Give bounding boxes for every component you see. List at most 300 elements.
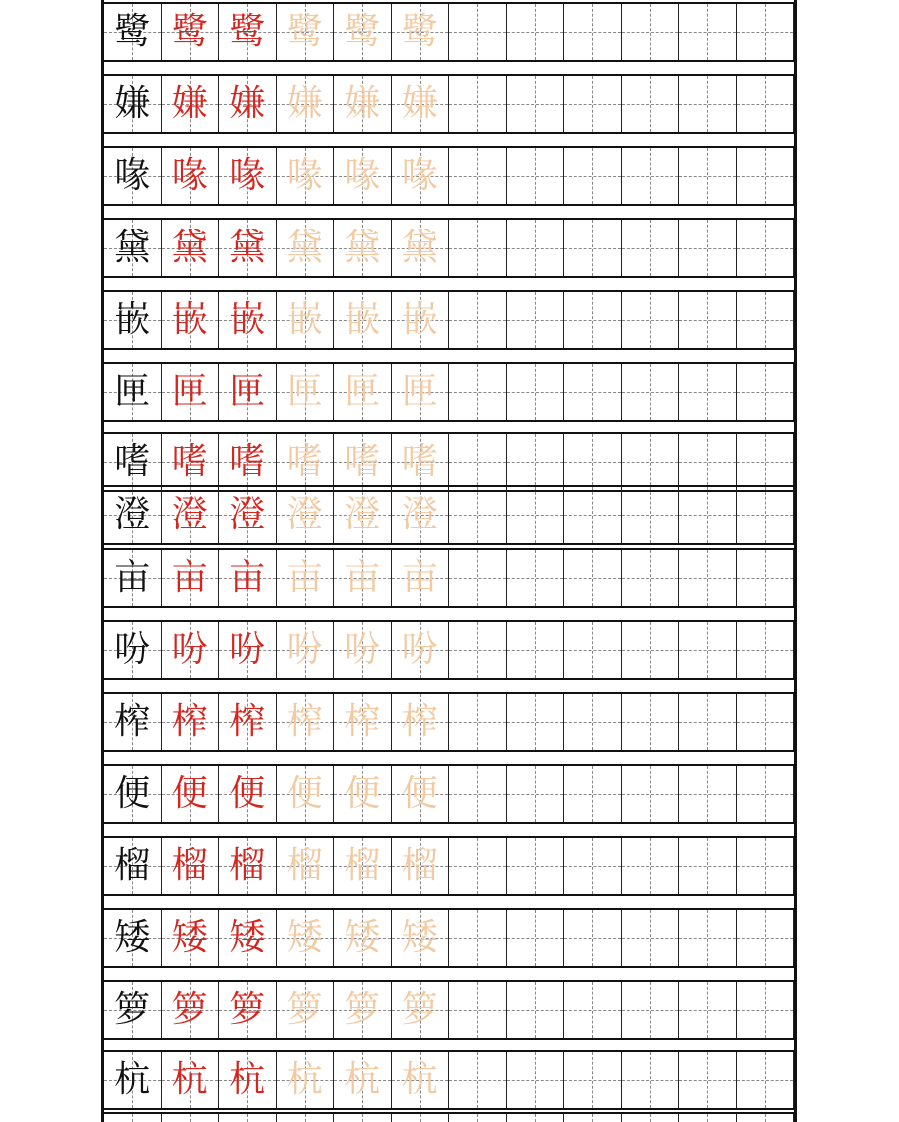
writing-cell-blank[interactable] bbox=[622, 148, 680, 204]
writing-cell-blank[interactable] bbox=[622, 1052, 680, 1108]
guide-horizontal bbox=[449, 462, 506, 463]
writing-cell-blank[interactable] bbox=[622, 487, 680, 543]
trace-character: 澄 bbox=[401, 494, 438, 535]
writing-cell bbox=[219, 364, 277, 420]
writing-cell-blank[interactable] bbox=[622, 982, 680, 1038]
guide-horizontal bbox=[449, 515, 506, 516]
writing-cell-blank[interactable] bbox=[507, 982, 565, 1038]
example-character: 箩 bbox=[229, 989, 266, 1030]
writing-cell-blank[interactable] bbox=[622, 434, 680, 490]
writing-cell-blank[interactable] bbox=[507, 550, 565, 606]
writing-cell-blank[interactable] bbox=[737, 694, 795, 750]
trace-character: 榴 bbox=[344, 845, 381, 886]
writing-cell-blank[interactable] bbox=[737, 622, 795, 678]
guide-horizontal bbox=[449, 1080, 506, 1081]
trace-character: 矮 bbox=[286, 917, 323, 958]
trace-character: 鹭 bbox=[344, 11, 381, 52]
writing-cell bbox=[334, 838, 392, 894]
writing-cell-blank[interactable] bbox=[507, 292, 565, 348]
guide-vertical bbox=[535, 1114, 536, 1122]
writing-cell bbox=[162, 76, 220, 132]
writing-cell bbox=[392, 220, 450, 276]
writing-cell bbox=[104, 622, 162, 678]
row-bottom-line bbox=[101, 822, 797, 824]
writing-cell bbox=[104, 487, 162, 543]
model-character: 嫌 bbox=[114, 83, 151, 124]
writing-cell bbox=[219, 838, 277, 894]
writing-cell-blank[interactable] bbox=[679, 982, 737, 1038]
writing-cell-blank[interactable] bbox=[507, 487, 565, 543]
guide-horizontal bbox=[507, 1010, 564, 1011]
guide-horizontal bbox=[449, 320, 506, 321]
writing-cell-blank[interactable] bbox=[737, 487, 795, 543]
writing-cell-blank[interactable] bbox=[622, 4, 680, 60]
trace-character: 嫌 bbox=[401, 83, 438, 124]
practice-row bbox=[104, 982, 794, 1038]
writing-cell bbox=[392, 1114, 450, 1122]
writing-cell-blank[interactable] bbox=[449, 76, 507, 132]
writing-cell-blank[interactable] bbox=[737, 550, 795, 606]
example-character: 鹭 bbox=[171, 11, 208, 52]
guide-horizontal bbox=[449, 794, 506, 795]
practice-row-partial bbox=[104, 1114, 794, 1122]
sheet-right-border bbox=[794, 0, 797, 1122]
example-character: 杭 bbox=[229, 1059, 266, 1100]
writing-cell bbox=[392, 292, 450, 348]
writing-cell-blank[interactable] bbox=[737, 910, 795, 966]
guide-horizontal bbox=[507, 578, 564, 579]
writing-cell-blank[interactable] bbox=[622, 292, 680, 348]
writing-cell-blank[interactable] bbox=[737, 982, 795, 1038]
writing-cell-blank[interactable] bbox=[564, 292, 622, 348]
writing-cell-blank[interactable] bbox=[622, 838, 680, 894]
example-character: 榨 bbox=[171, 701, 208, 742]
example-character: 箩 bbox=[171, 989, 208, 1030]
example-character: 黛 bbox=[171, 227, 208, 268]
guide-horizontal bbox=[507, 462, 564, 463]
guide-horizontal bbox=[679, 722, 736, 723]
guide-horizontal bbox=[507, 515, 564, 516]
model-character: 吩 bbox=[114, 629, 151, 670]
guide-horizontal bbox=[507, 32, 564, 33]
writing-cell-blank[interactable] bbox=[564, 364, 622, 420]
guide-horizontal bbox=[679, 866, 736, 867]
row-bottom-line bbox=[101, 606, 797, 608]
trace-character: 匣 bbox=[286, 371, 323, 412]
writing-cell-blank[interactable] bbox=[449, 838, 507, 894]
writing-cell-blank[interactable] bbox=[564, 622, 622, 678]
practice-row bbox=[104, 550, 794, 606]
writing-cell-blank[interactable] bbox=[449, 1052, 507, 1108]
writing-cell-blank[interactable] bbox=[449, 550, 507, 606]
writing-cell bbox=[277, 487, 335, 543]
guide-horizontal bbox=[564, 1080, 621, 1081]
writing-cell-blank[interactable] bbox=[507, 622, 565, 678]
guide-horizontal bbox=[679, 32, 736, 33]
trace-character: 鹭 bbox=[286, 11, 323, 52]
practice-row bbox=[104, 76, 794, 132]
guide-horizontal bbox=[679, 650, 736, 651]
writing-cell-blank[interactable] bbox=[737, 4, 795, 60]
writing-cell-blank[interactable] bbox=[737, 292, 795, 348]
writing-cell-blank[interactable] bbox=[679, 910, 737, 966]
guide-horizontal bbox=[737, 320, 794, 321]
example-character: 亩 bbox=[229, 557, 266, 598]
model-character: 便 bbox=[114, 773, 151, 814]
writing-cell-blank[interactable] bbox=[679, 148, 737, 204]
writing-cell-blank[interactable] bbox=[622, 622, 680, 678]
writing-cell bbox=[622, 1114, 680, 1122]
row-bottom-line bbox=[101, 1038, 797, 1040]
guide-horizontal bbox=[507, 722, 564, 723]
guide-horizontal bbox=[564, 320, 621, 321]
writing-cell-blank[interactable] bbox=[507, 910, 565, 966]
writing-cell bbox=[104, 76, 162, 132]
writing-cell-blank[interactable] bbox=[507, 838, 565, 894]
model-character: 黛 bbox=[114, 227, 151, 268]
practice-row bbox=[104, 364, 794, 420]
trace-character: 澄 bbox=[286, 494, 323, 535]
trace-character: 亩 bbox=[344, 557, 381, 598]
guide-horizontal bbox=[622, 176, 679, 177]
writing-cell bbox=[334, 1052, 392, 1108]
writing-cell-blank[interactable] bbox=[564, 76, 622, 132]
writing-cell-blank[interactable] bbox=[449, 292, 507, 348]
writing-cell-blank[interactable] bbox=[449, 910, 507, 966]
writing-cell-blank[interactable] bbox=[507, 76, 565, 132]
example-character: 吩 bbox=[171, 629, 208, 670]
guide-horizontal bbox=[737, 176, 794, 177]
writing-cell-blank[interactable] bbox=[679, 622, 737, 678]
writing-cell-blank[interactable] bbox=[449, 622, 507, 678]
example-character: 匣 bbox=[171, 371, 208, 412]
writing-cell-blank[interactable] bbox=[622, 76, 680, 132]
writing-cell bbox=[104, 1114, 162, 1122]
writing-cell-blank[interactable] bbox=[449, 4, 507, 60]
writing-cell-blank[interactable] bbox=[507, 1052, 565, 1108]
writing-cell-blank[interactable] bbox=[737, 220, 795, 276]
guide-horizontal bbox=[507, 176, 564, 177]
guide-vertical bbox=[650, 1114, 651, 1122]
guide-horizontal bbox=[507, 794, 564, 795]
writing-cell-blank[interactable] bbox=[679, 4, 737, 60]
writing-cell-blank[interactable] bbox=[622, 766, 680, 822]
writing-cell-blank[interactable] bbox=[507, 766, 565, 822]
writing-cell bbox=[104, 550, 162, 606]
writing-cell-blank[interactable] bbox=[622, 694, 680, 750]
guide-horizontal bbox=[564, 104, 621, 105]
guide-horizontal bbox=[679, 462, 736, 463]
model-character: 嗜 bbox=[114, 441, 151, 482]
guide-horizontal bbox=[622, 32, 679, 33]
writing-cell bbox=[104, 292, 162, 348]
writing-cell-blank[interactable] bbox=[564, 910, 622, 966]
row-bottom-line bbox=[101, 966, 797, 968]
guide-horizontal bbox=[564, 938, 621, 939]
writing-cell bbox=[277, 434, 335, 490]
writing-cell bbox=[219, 550, 277, 606]
guide-horizontal bbox=[737, 32, 794, 33]
writing-cell bbox=[104, 434, 162, 490]
guide-horizontal bbox=[737, 722, 794, 723]
guide-horizontal bbox=[737, 462, 794, 463]
example-character: 吩 bbox=[229, 629, 266, 670]
guide-horizontal bbox=[679, 248, 736, 249]
guide-horizontal bbox=[449, 650, 506, 651]
trace-character: 吩 bbox=[286, 629, 323, 670]
example-character: 嵌 bbox=[229, 299, 266, 340]
writing-cell bbox=[392, 4, 450, 60]
writing-cell bbox=[104, 838, 162, 894]
writing-cell-blank[interactable] bbox=[679, 487, 737, 543]
writing-cell bbox=[737, 1114, 795, 1122]
example-character: 榴 bbox=[171, 845, 208, 886]
row-bottom-line bbox=[101, 348, 797, 350]
writing-cell-blank[interactable] bbox=[507, 220, 565, 276]
writing-cell-blank[interactable] bbox=[679, 1052, 737, 1108]
guide-horizontal bbox=[564, 1010, 621, 1011]
guide-horizontal bbox=[564, 794, 621, 795]
guide-horizontal bbox=[507, 1080, 564, 1081]
guide-horizontal bbox=[449, 104, 506, 105]
writing-cell bbox=[162, 292, 220, 348]
trace-character: 亩 bbox=[401, 557, 438, 598]
writing-cell bbox=[392, 148, 450, 204]
writing-cell bbox=[334, 364, 392, 420]
example-character: 喙 bbox=[171, 155, 208, 196]
row-bottom-line bbox=[101, 1108, 797, 1110]
model-character: 匣 bbox=[114, 371, 151, 412]
example-character: 亩 bbox=[171, 557, 208, 598]
writing-cell-blank[interactable] bbox=[564, 4, 622, 60]
trace-character: 吩 bbox=[344, 629, 381, 670]
guide-horizontal bbox=[679, 392, 736, 393]
writing-cell-blank[interactable] bbox=[679, 434, 737, 490]
writing-cell-blank[interactable] bbox=[679, 220, 737, 276]
example-character: 嗜 bbox=[171, 441, 208, 482]
example-character: 嫌 bbox=[229, 83, 266, 124]
guide-horizontal bbox=[564, 650, 621, 651]
writing-cell bbox=[219, 694, 277, 750]
writing-cell bbox=[277, 838, 335, 894]
example-character: 匣 bbox=[229, 371, 266, 412]
writing-cell-blank[interactable] bbox=[449, 694, 507, 750]
guide-horizontal bbox=[449, 866, 506, 867]
writing-cell bbox=[507, 1114, 565, 1122]
writing-cell bbox=[277, 76, 335, 132]
example-character: 矮 bbox=[229, 917, 266, 958]
writing-cell bbox=[162, 982, 220, 1038]
writing-cell-blank[interactable] bbox=[622, 910, 680, 966]
writing-cell-blank[interactable] bbox=[679, 76, 737, 132]
guide-horizontal bbox=[507, 938, 564, 939]
practice-row bbox=[104, 910, 794, 966]
writing-cell-blank[interactable] bbox=[449, 148, 507, 204]
writing-cell bbox=[219, 982, 277, 1038]
guide-horizontal bbox=[449, 578, 506, 579]
guide-horizontal bbox=[679, 578, 736, 579]
writing-cell-blank[interactable] bbox=[564, 982, 622, 1038]
writing-cell-blank[interactable] bbox=[564, 487, 622, 543]
writing-cell bbox=[219, 1114, 277, 1122]
writing-cell-blank[interactable] bbox=[564, 838, 622, 894]
writing-cell-blank[interactable] bbox=[564, 220, 622, 276]
writing-cell-blank[interactable] bbox=[449, 364, 507, 420]
guide-horizontal bbox=[507, 650, 564, 651]
practice-row bbox=[104, 220, 794, 276]
writing-cell-blank[interactable] bbox=[564, 148, 622, 204]
guide-vertical bbox=[592, 1114, 593, 1122]
guide-horizontal bbox=[449, 392, 506, 393]
trace-character: 嵌 bbox=[344, 299, 381, 340]
writing-cell bbox=[564, 1114, 622, 1122]
writing-cell bbox=[162, 766, 220, 822]
guide-horizontal bbox=[622, 515, 679, 516]
writing-cell bbox=[162, 1114, 220, 1122]
row-bottom-line bbox=[101, 894, 797, 896]
writing-cell bbox=[334, 766, 392, 822]
writing-cell bbox=[277, 622, 335, 678]
guide-horizontal bbox=[679, 1010, 736, 1011]
trace-character: 杭 bbox=[344, 1059, 381, 1100]
writing-cell bbox=[219, 220, 277, 276]
trace-character: 吩 bbox=[401, 629, 438, 670]
writing-cell-blank[interactable] bbox=[507, 4, 565, 60]
writing-cell bbox=[162, 694, 220, 750]
trace-character: 嗜 bbox=[401, 441, 438, 482]
writing-cell bbox=[162, 1052, 220, 1108]
writing-cell bbox=[219, 4, 277, 60]
writing-cell bbox=[104, 364, 162, 420]
writing-cell-blank[interactable] bbox=[449, 982, 507, 1038]
example-character: 澄 bbox=[171, 494, 208, 535]
writing-cell bbox=[162, 910, 220, 966]
trace-character: 匣 bbox=[401, 371, 438, 412]
guide-horizontal bbox=[737, 794, 794, 795]
guide-horizontal bbox=[564, 866, 621, 867]
guide-vertical bbox=[247, 1114, 248, 1122]
writing-cell bbox=[277, 364, 335, 420]
writing-cell bbox=[104, 766, 162, 822]
writing-cell bbox=[334, 694, 392, 750]
writing-cell bbox=[392, 487, 450, 543]
writing-cell-blank[interactable] bbox=[564, 1052, 622, 1108]
guide-horizontal bbox=[564, 248, 621, 249]
writing-cell-blank[interactable] bbox=[564, 694, 622, 750]
row-bottom-line bbox=[101, 420, 797, 422]
writing-cell-blank[interactable] bbox=[449, 434, 507, 490]
writing-cell-blank[interactable] bbox=[622, 550, 680, 606]
trace-character: 矮 bbox=[344, 917, 381, 958]
writing-cell-blank[interactable] bbox=[679, 838, 737, 894]
row-bottom-line bbox=[101, 750, 797, 752]
guide-horizontal bbox=[679, 794, 736, 795]
writing-cell-blank[interactable] bbox=[449, 220, 507, 276]
trace-character: 鹭 bbox=[401, 11, 438, 52]
writing-cell-blank[interactable] bbox=[622, 220, 680, 276]
model-character: 箩 bbox=[114, 989, 151, 1030]
trace-character: 黛 bbox=[286, 227, 323, 268]
guide-horizontal bbox=[622, 248, 679, 249]
writing-cell-blank[interactable] bbox=[564, 766, 622, 822]
writing-cell bbox=[277, 550, 335, 606]
writing-cell-blank[interactable] bbox=[507, 364, 565, 420]
writing-cell-blank[interactable] bbox=[679, 292, 737, 348]
writing-cell bbox=[277, 910, 335, 966]
guide-horizontal bbox=[737, 392, 794, 393]
writing-cell bbox=[162, 148, 220, 204]
practice-row bbox=[104, 1052, 794, 1108]
guide-horizontal bbox=[679, 1080, 736, 1081]
guide-horizontal bbox=[679, 176, 736, 177]
writing-cell bbox=[277, 4, 335, 60]
writing-cell-blank[interactable] bbox=[679, 364, 737, 420]
writing-cell-blank[interactable] bbox=[737, 148, 795, 204]
writing-cell-blank[interactable] bbox=[564, 550, 622, 606]
writing-cell bbox=[392, 910, 450, 966]
guide-horizontal bbox=[564, 392, 621, 393]
writing-cell-blank[interactable] bbox=[737, 434, 795, 490]
writing-cell bbox=[334, 622, 392, 678]
guide-horizontal bbox=[622, 320, 679, 321]
guide-horizontal bbox=[737, 515, 794, 516]
trace-character: 喙 bbox=[286, 155, 323, 196]
writing-cell-blank[interactable] bbox=[507, 694, 565, 750]
writing-cell bbox=[392, 76, 450, 132]
guide-horizontal bbox=[622, 1010, 679, 1011]
writing-cell bbox=[334, 4, 392, 60]
practice-row bbox=[104, 4, 794, 60]
writing-cell-blank[interactable] bbox=[737, 766, 795, 822]
guide-horizontal bbox=[737, 104, 794, 105]
guide-horizontal bbox=[564, 578, 621, 579]
writing-cell-blank[interactable] bbox=[449, 487, 507, 543]
writing-cell-blank[interactable] bbox=[737, 364, 795, 420]
guide-horizontal bbox=[622, 722, 679, 723]
guide-horizontal bbox=[507, 866, 564, 867]
writing-cell-blank[interactable] bbox=[507, 148, 565, 204]
writing-cell bbox=[162, 487, 220, 543]
guide-horizontal bbox=[449, 1010, 506, 1011]
trace-character: 箩 bbox=[401, 989, 438, 1030]
writing-cell-blank[interactable] bbox=[449, 766, 507, 822]
trace-character: 亩 bbox=[286, 557, 323, 598]
writing-cell-blank[interactable] bbox=[679, 550, 737, 606]
writing-cell bbox=[219, 487, 277, 543]
writing-cell bbox=[104, 220, 162, 276]
writing-cell-blank[interactable] bbox=[737, 1052, 795, 1108]
writing-cell bbox=[334, 76, 392, 132]
writing-cell bbox=[162, 622, 220, 678]
writing-cell bbox=[277, 220, 335, 276]
writing-cell-blank[interactable] bbox=[679, 766, 737, 822]
guide-vertical bbox=[305, 1114, 306, 1122]
example-character: 矮 bbox=[171, 917, 208, 958]
writing-cell-blank[interactable] bbox=[564, 434, 622, 490]
writing-cell bbox=[162, 838, 220, 894]
guide-horizontal bbox=[622, 104, 679, 105]
writing-cell bbox=[277, 766, 335, 822]
guide-vertical bbox=[707, 1114, 708, 1122]
writing-cell bbox=[392, 766, 450, 822]
writing-cell-blank[interactable] bbox=[622, 364, 680, 420]
writing-cell bbox=[392, 694, 450, 750]
writing-cell-blank[interactable] bbox=[507, 434, 565, 490]
guide-horizontal bbox=[507, 248, 564, 249]
writing-cell-blank[interactable] bbox=[737, 76, 795, 132]
writing-cell-blank[interactable] bbox=[679, 694, 737, 750]
writing-cell-blank[interactable] bbox=[737, 838, 795, 894]
